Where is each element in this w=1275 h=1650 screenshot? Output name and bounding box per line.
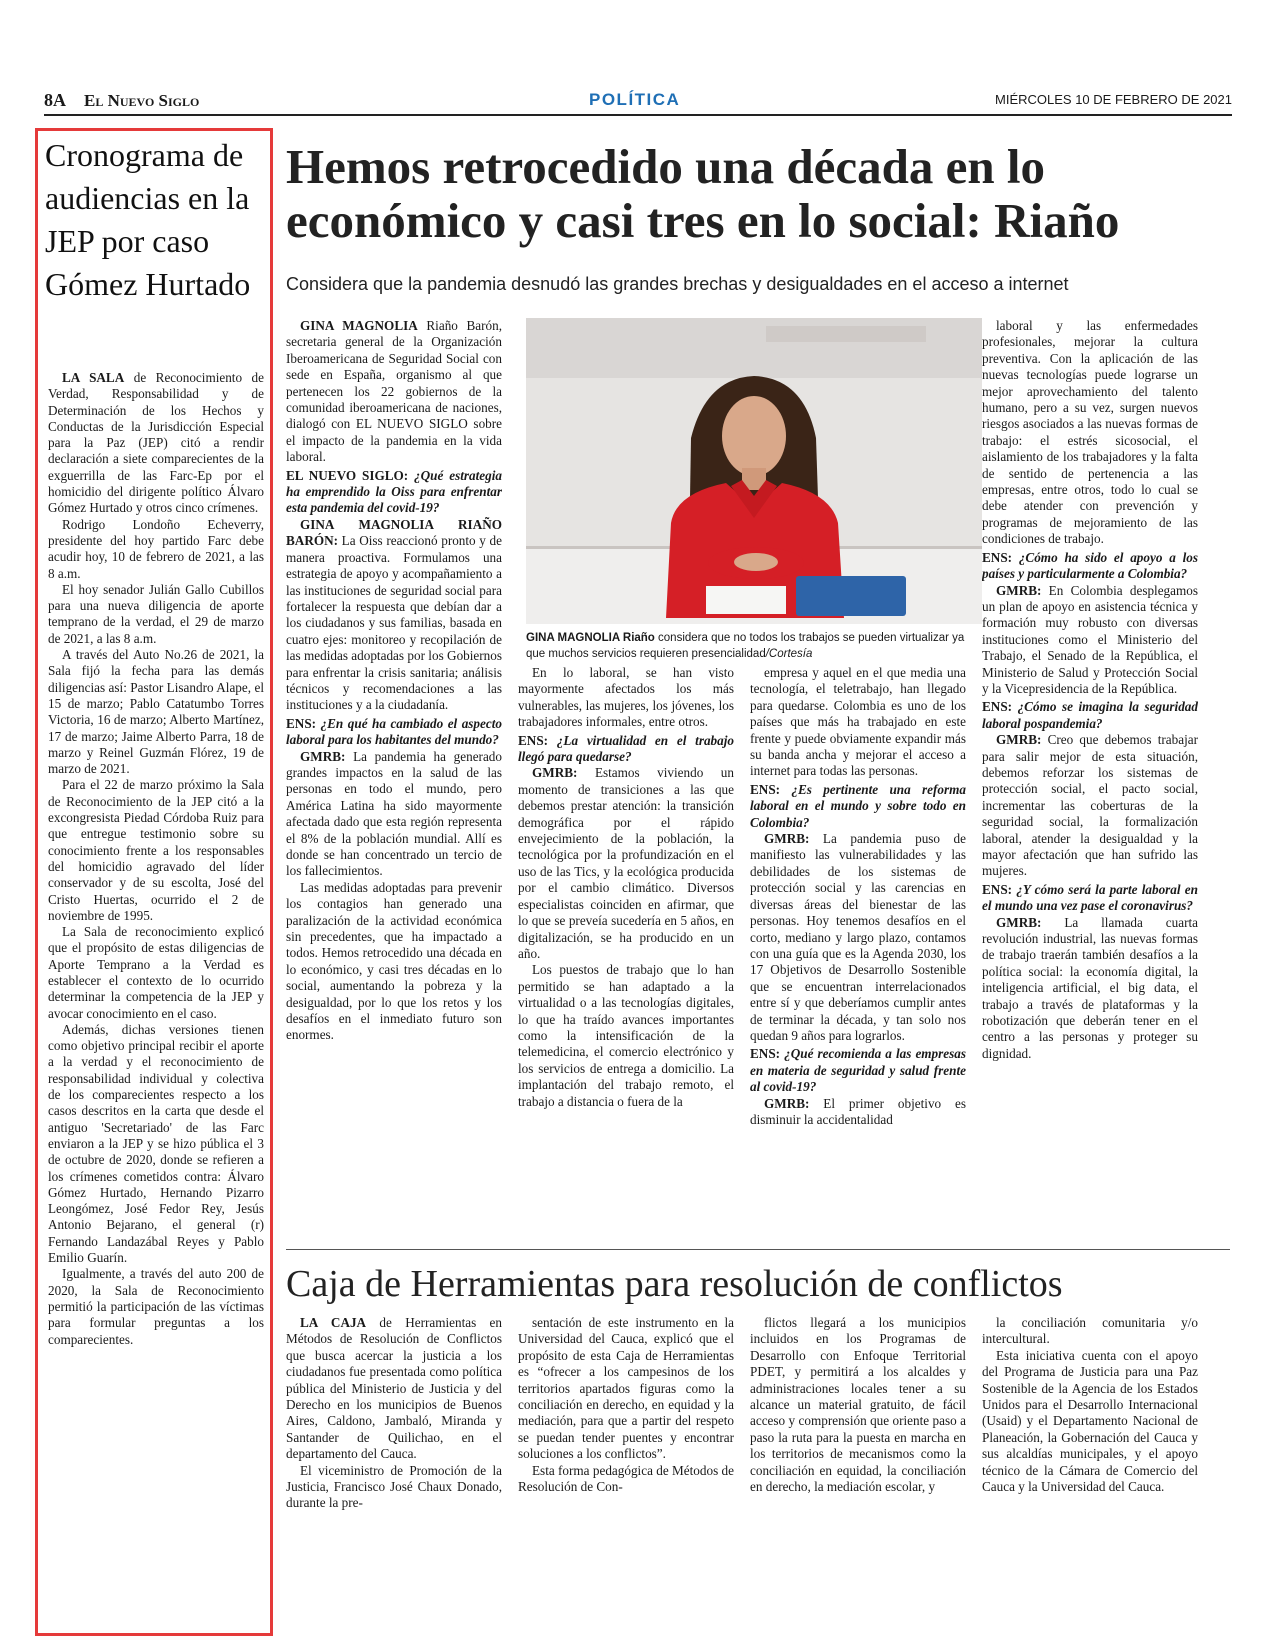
interview-answer <box>750 1096 966 1129</box>
second-headline: Caja de Herramientas para resolución de conflictos <box>286 1263 1063 1305</box>
interview-question <box>750 1046 966 1095</box>
paragraph-text: ¿Es pertinente una reforma laboral en el mundo y sobre todo en Colombia? <box>750 781 966 830</box>
paragraph-text: la conciliación comunitaria y/o intercultural. <box>982 1315 1198 1347</box>
paragraph-lead: GMRB: <box>532 765 578 781</box>
paragraph <box>48 370 264 517</box>
paragraph-lead: GMRB: <box>996 914 1042 930</box>
paragraph-text: Para el 22 de marzo próximo la Sala de Reconocimiento de la JEP citó a la excongresista Piedad Córdoba Ruiz para que entregue testimonio sobre su conocimiento frente a los responsables del homicidio agravado del líder conservador y de su escolta, José del Cristo Huertas, ocurrido el 2 de noviembre de 1995. <box>48 777 264 923</box>
sidebar-title: Cronograma de audiencias en la JEP por caso Gómez Hurtado <box>45 137 251 302</box>
header-rule <box>44 114 1232 116</box>
paragraph-text: Igualmente, a través del auto 200 de 2020, la Sala de Reconocimiento permitió la participación de las víctimas para formular preguntas a los comparecientes. <box>48 1266 264 1347</box>
paragraph <box>982 1348 1198 1496</box>
paragraph-lead: GMRB: <box>764 831 810 847</box>
paragraph-text: Las medidas adoptadas para prevenir los contagios han generado una paralización de la actividad económica sin precedentes, que ha impactado a todos. Hemos retrocedido una década en lo económico, y casi tres décadas en lo social, aumentando la pobreza y la desigualdad, por lo que los retos y los desafíos en el inmediato futuro son enormes. <box>286 879 502 1043</box>
paragraph-lead: ENS: <box>518 732 549 748</box>
second-column-2 <box>518 1315 734 1633</box>
paragraph-text: En lo laboral, se han visto mayormente afectados los más vulnerables, las mujeres, los jóvenes, los trabajadores informales, entre otros. <box>518 665 734 730</box>
paragraph-text: Esta iniciativa cuenta con el apoyo del Programa de Justicia para una Paz Sostenible de la Agencia de los Estados Unidos para el Desarrollo Internacional (Usaid) y el Departamento Nacional de Planeación, la Gobernación del Cauca y sus alcaldías municipales, y el apoyo técnico de la Cámara de Comercio del Cauca y la Universidad del Cauca. <box>982 1347 1198 1495</box>
paragraph-text: En Colombia desplegamos un plan de apoyo en asistencia técnica y formación muy robusto con diversas instituciones como el Ministerio del Trabajo, el Senado de la República, el Ministerio de Salud y Protección Social y la Vicepresidencia de la República. <box>982 582 1198 696</box>
paragraph <box>750 1315 966 1495</box>
interview-answer <box>286 517 502 714</box>
article-divider <box>286 1249 1230 1250</box>
page-header <box>44 90 1232 112</box>
paragraph-lead: ENS: <box>982 699 1013 715</box>
main-subhead: Considera que la pandemia desnudó las grandes brechas y desigualdades en el acceso a internet <box>286 274 1069 294</box>
section-label: POLÍTICA <box>589 90 681 109</box>
paragraph <box>48 924 264 1022</box>
paragraph-lead: LA CAJA <box>300 1315 367 1330</box>
paragraph-text: Esta forma pedagógica de Métodos de Resolución de Con- <box>518 1462 734 1495</box>
interview-question <box>982 699 1198 732</box>
interview-question <box>750 782 966 831</box>
paragraph-lead: GMRB: <box>300 748 346 764</box>
main-column-3 <box>750 665 966 1253</box>
paragraph <box>48 517 264 582</box>
page-number: 8A <box>44 90 66 110</box>
paragraph-text: empresa y aquel en el que media una tecnología, el teletrabajo, han llegado para quedarse. Colombia es uno de los países que más ha trabajado en este frente y puede obviamente expandir más su banda ancha y mejorar el acceso a internet para todas las personas. <box>750 665 966 779</box>
paragraph-text: sentación de este instrumento en la Universidad del Cauca, explicó que el propósito de esta Caja de Herramientas es “ofrecer a los campesinos de los territorios apartados figuras como la conciliación en derecho, en equidad y la mediación, para que a partir del respeto se puedan tender puentes y encontrar soluciones a los conflictos”. <box>518 1315 734 1462</box>
interview-answer <box>982 583 1198 698</box>
paragraph-lead: GMRB: <box>764 1095 810 1111</box>
portrait-image <box>526 318 982 624</box>
paragraph-lead: EL NUEVO SIGLO: <box>286 467 409 483</box>
paragraph-lead: ENS: <box>750 1046 781 1062</box>
paragraph-text: ¿En qué ha cambiado el aspecto laboral para los habitantes del mundo? <box>286 715 502 748</box>
interview-answer <box>518 765 734 962</box>
paragraph <box>286 880 502 1044</box>
paragraph-lead: GINA MAGNOLIA RIAÑO BARÓN: <box>286 516 502 549</box>
paragraph-text: Riaño Barón, secretaria general de la Organización Iberoamericana de Seguridad Social con sede en España, organismo al que pertenecen los 22 gobiernos de la comunidad iberoamericana de naciones, dialogó con EL NUEVO SIGLO sobre el impacto de la pandemia en la vida laboral. <box>286 318 502 465</box>
main-headline: Hemos retrocedido una década en lo económico y casi tres en lo social: Riaño <box>286 139 1120 248</box>
interview-question <box>982 550 1198 583</box>
paragraph-text: de Reconocimiento de Verdad, Responsabilidad y de Determinación de los Hechos y Conductas de la Jurisdicción Especial para la Paz (JEP) citó a rendir declaración a siete comparecientes de la exguerrilla de las Farc-Ep por el homicidio del dirigente político Álvaro Gómez Hurtado y otros cinco crímenes. <box>48 370 264 516</box>
paragraph-lead: GMRB: <box>996 582 1042 598</box>
paragraph-text: de Herramientas en Métodos de Resolución de Conflictos que busca acercar la justicia a los ciudadanos fue presentada como política pública del Ministerio de Justicia y del Derecho en los municipios de Buenos Aires, Caldono, Jambaló, Miranda y Santander de Quilichao, en el departamento del Cauca. <box>286 1315 502 1462</box>
paragraph-lead: LA SALA <box>62 370 125 385</box>
issue-date: MIÉRCOLES 10 DE FEBRERO DE 2021 <box>995 92 1232 107</box>
paragraph-text: flictos llegará a los municipios incluidos en los Programas de Desarrollo con Enfoque Territorial PDET, y permitirá a los alcaldes y administraciones locales tener a su alcance un material gratuito, de fácil acceso y comprensión que oriente paso a paso la ruta para la puesta en marcha en los territorios de mecanismos como la conciliación en equidad, la conciliación en derecho, la mediación escolar, y <box>750 1315 966 1495</box>
paragraph-text: La pandemia ha generado grandes impactos en la salud de las personas en todo el mundo, pero América Latina ha sido mayormente afectada dado que esta región representa el 8% de la población mundial. Allí es donde se han concentrado un tercio de los fallecimientos. <box>286 748 502 879</box>
paragraph-text: La Oiss reaccionó pronto y de manera proactiva. Formulamos una estrategia de apoyo y acompañamiento a las instituciones de seguridad social para fortalecer la respuesta que debían dar a los ciudadanos y sus familias, basada en cuatro ejes: monitoreo y recopilación de las medidas adoptadas por los Gobiernos para enfrentar la crisis sanitaria; análisis técnicos y recomendaciones a las instituciones y a la ciudadanía. <box>286 533 502 713</box>
paragraph-lead: ENS: <box>982 881 1013 897</box>
paragraph <box>286 318 502 466</box>
interview-question <box>286 716 502 749</box>
paragraph-text: Estamos viviendo un momento de transiciones a las que debemos prestar atención: la transición demográfica por el rápido envejecimiento de la población, la tecnológica por la profundización en el uso de las Tics, y la ecológica producida por el cambio climático. Diversos especialistas coinciden en afirmar, que lo que se preveía sucedería en 5 años, en digitalización, se ha producido en un año. <box>518 765 734 961</box>
paragraph-text: El primer objetivo es disminuir la accidentalidad <box>750 1095 966 1127</box>
paragraph-text: Creo que debemos trabajar para salir mejor de esta situación, debemos reforzar los sistemas de protección social, el pacto social, incrementar las coberturas de la seguridad social, la formalización laboral, atender la desigualdad y la mayor afectación que han sufrido las mujeres. <box>982 732 1198 879</box>
paragraph-text: ¿Qué estrategia ha emprendido la Oiss para enfrentar esta pandemia del covid-19? <box>286 467 502 516</box>
interview-answer <box>750 831 966 1044</box>
photo-credit: /Cortesía <box>765 648 813 660</box>
interview-question <box>982 882 1198 915</box>
paragraph <box>48 647 264 777</box>
main-column-2 <box>518 665 734 1253</box>
paragraph-text: La pandemia puso de manifiesto las vulnerabilidades y las debilidades de los sistemas de protección social y las carencias en diversas áreas del bienestar de las personas. Hoy tenemos desafíos en el corto, mediano y largo plazo, contamos con una guía que es la Agenda 2030, los 17 Objetivos de Desarrollo Sostenible que se encuentran interrelacionados entre sí y que deberíamos cumplir antes de terminar la década, y tan solo nos quedan 9 años para lograrlos. <box>750 831 966 1043</box>
paragraph-lead: ENS: <box>750 781 781 797</box>
interview-question <box>286 468 502 517</box>
sidebar-body <box>48 370 264 1625</box>
paragraph-lead: ENS: <box>286 715 317 731</box>
paragraph <box>518 665 734 731</box>
paragraph <box>518 1315 734 1463</box>
paragraph-text: Además, dichas versiones tienen como objetivo principal recibir el aporte a la verdad y el reconocimiento de responsabilidad individual y colectiva de los comparecientes respecto a los casos descritos en la carta que desde el antiguo 'Secretariado' de las Farc enviaron a la JEP y se hizo pública el 3 de octubre de 2020, donde se refieren a los crímenes cometidos contra: Álvaro Gómez Hurtado, Hernando Pizarro Leongómez, José Fedor Rey, Jesús Antonio Bejarano, el general (r) Fernando Landazábal Reyes y Pablo Emilio Guarín. <box>48 1021 264 1266</box>
second-column-3 <box>750 1315 966 1633</box>
paragraph <box>48 1022 264 1266</box>
paragraph <box>750 665 966 780</box>
second-column-4 <box>982 1315 1198 1633</box>
paragraph-text: El viceministro de Promoción de la Justicia, Francisco José Chaux Donado, durante la pre- <box>286 1462 502 1511</box>
paragraph-lead: GMRB: <box>996 732 1042 748</box>
second-column-1 <box>286 1315 502 1633</box>
paragraph <box>982 318 1198 548</box>
paragraph <box>48 582 264 647</box>
paragraph-text: laboral y las enfermedades profesionales, mejorar la cultura preventiva. Con la aplicación de las nuevas tecnologías puede lograrse un mejor aprovechamiento del talento humano, pero a su vez, surgen nuevos riesgos asociados a las nuevas formas de trabajo: el estrés sicosocial, el aislamiento de los trabajadores y la falta de sentido de pertenencia a las empresas, entre otros, todo lo cual se debe atender con prevención y programas de mejoramiento de las condiciones de trabajo. <box>982 318 1198 547</box>
paragraph-text: Rodrigo Londoño Echeverry, presidente del hoy partido Farc debe acudir hoy, 10 de febrero de 2021, a las 8 a.m. <box>48 516 264 581</box>
paragraph-text: La llamada cuarta revolución industrial, las nuevas formas de trabajo traerán también desafíos a la política social: la economía digital, la inteligencia artificial, el big data, el trabajo a través de plataformas y la robotización que deberán tener en el centro a las personas y proteger su dignidad. <box>982 914 1198 1061</box>
paragraph-text: El hoy senador Julián Gallo Cubillos para una nueva diligencia de aporte temprano de la verdad, el 29 de marzo de 2021, a las 8 a.m. <box>48 581 264 646</box>
photo-caption <box>526 630 982 662</box>
main-column-1 <box>286 318 502 1253</box>
paragraph-text: ¿La virtualidad en el trabajo llegó para quedarse? <box>518 732 734 765</box>
paragraph-text: A través del Auto No.26 de 2021, la Sala fijó la fecha para las demás diligencias así: Pastor Lisandro Alape, el 15 de marzo; Pablo Catatumbo Torres Victoria, 16 de marzo; Alberto Martínez, 17 de marzo; Jaime Alberto Parra, 18 de marzo y Reinel Guzmán Flórez, 19 de marzo de 2021. <box>48 647 264 777</box>
paragraph-text: ¿Qué recomienda a las empresas en materia de seguridad y salud frente al covid-19? <box>750 1046 966 1095</box>
paragraph-lead: GINA MAGNOLIA <box>300 318 418 333</box>
paragraph-text: La Sala de reconocimiento explicó que el propósito de estas diligencias de Aporte Temprano a la Verdad es establecer el contexto de lo ocurrido determinar la competencia de la JEP y avocar conocimiento en el caso. <box>48 924 264 1021</box>
article-photo <box>526 318 982 624</box>
paragraph-text: ¿Cómo se imagina la seguridad laboral pospandemia? <box>982 699 1198 731</box>
paragraph <box>286 1315 502 1463</box>
paragraph-text: ¿Y cómo será la parte laboral en el mundo una vez pase el coronavirus? <box>982 881 1198 914</box>
interview-answer <box>982 915 1198 1063</box>
paragraph <box>982 1315 1198 1348</box>
paragraph-text: ¿Cómo ha sido el apoyo a los países y particularmente a Colombia? <box>982 549 1198 582</box>
paragraph <box>518 962 734 1110</box>
caption-name: GINA MAGNOLIA Riaño <box>526 632 655 644</box>
caption-text: considera que no todos los trabajos se pueden virtualizar ya que muchos servicios requieren presencialidad <box>526 632 965 660</box>
paragraph-text: Los puestos de trabajo que lo han permitido se han adaptado a la virtualidad o a las tecnologías digitales, lo que ha traído avances importantes como la intensificación de la telemedicina, el comercio electrónico y los servicios de entrega a domicilio. La implantación del trabajo remoto, el trabajo a distancia o fuera de la <box>518 962 734 1109</box>
interview-question <box>518 733 734 766</box>
main-column-4 <box>982 318 1198 1253</box>
paragraph-lead: ENS: <box>982 549 1013 565</box>
masthead: El Nuevo Siglo <box>84 91 200 110</box>
interview-answer <box>286 749 502 880</box>
paragraph <box>518 1463 734 1496</box>
paragraph <box>286 1463 502 1512</box>
paragraph <box>48 1266 264 1347</box>
interview-answer <box>982 732 1198 880</box>
paragraph <box>48 777 264 924</box>
